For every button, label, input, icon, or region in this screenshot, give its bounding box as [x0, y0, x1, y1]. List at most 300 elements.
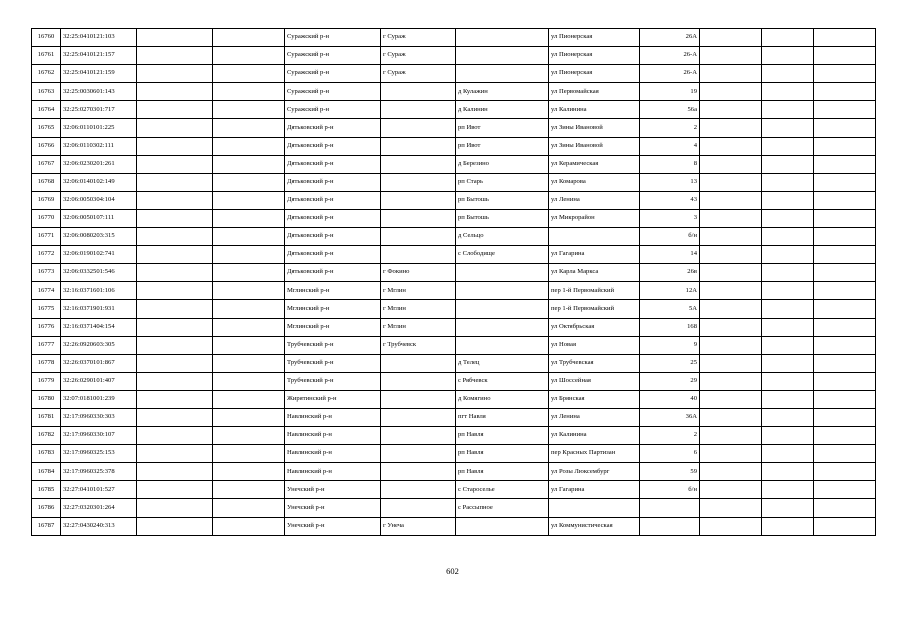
empty-cell [213, 47, 285, 65]
street-cell: ул Гагарина [549, 481, 640, 499]
table-row [32, 499, 876, 517]
empty-cell [137, 300, 213, 318]
city-cell [381, 427, 456, 445]
street-cell: ул Карла Маркса [549, 264, 640, 282]
cadastral-number-cell: 32:26:0920603:305 [61, 336, 137, 354]
district-cell: Навлинский р-н [285, 427, 381, 445]
empty-cell [762, 101, 814, 119]
empty-cell [700, 47, 762, 65]
settlement-cell: рп Ивот [456, 137, 549, 155]
table-row [32, 29, 876, 47]
house-number-cell: 19 [640, 83, 700, 101]
record-number-cell: 16777 [32, 336, 61, 354]
empty-cell [762, 390, 814, 408]
table-row [32, 445, 876, 463]
empty-cell [213, 408, 285, 426]
district-cell: Суражский р-н [285, 47, 381, 65]
table-row [32, 191, 876, 209]
record-number-cell: 16782 [32, 427, 61, 445]
house-number-cell: б/н [640, 228, 700, 246]
city-cell [381, 499, 456, 517]
empty-cell [137, 427, 213, 445]
table-row [32, 228, 876, 246]
district-cell: Дятьковский р-н [285, 137, 381, 155]
empty-cell [700, 83, 762, 101]
table-row [32, 481, 876, 499]
settlement-cell [456, 282, 549, 300]
city-cell: г Трубчевск [381, 336, 456, 354]
empty-cell [700, 318, 762, 336]
city-cell [381, 191, 456, 209]
cadastral-number-cell: 32:17:0960330:303 [61, 408, 137, 426]
empty-cell [700, 445, 762, 463]
house-number-cell: б/н [640, 481, 700, 499]
table-row [32, 463, 876, 481]
house-number-cell: 2 [640, 119, 700, 137]
house-number-cell [640, 517, 700, 535]
table-row [32, 65, 876, 83]
house-number-cell: 8 [640, 155, 700, 173]
record-number-cell: 16765 [32, 119, 61, 137]
city-cell [381, 137, 456, 155]
street-cell: ул Коммунистическая [549, 517, 640, 535]
empty-cell [213, 517, 285, 535]
empty-cell [137, 390, 213, 408]
street-cell: ул Калинина [549, 101, 640, 119]
record-number-cell: 16773 [32, 264, 61, 282]
cadastral-number-cell: 32:06:0140102:149 [61, 173, 137, 191]
empty-cell [137, 209, 213, 227]
empty-cell [814, 83, 876, 101]
cadastral-number-cell: 32:06:0080203:315 [61, 228, 137, 246]
empty-cell [700, 29, 762, 47]
empty-cell [762, 264, 814, 282]
empty-cell [137, 155, 213, 173]
record-number-cell: 16779 [32, 372, 61, 390]
empty-cell [213, 318, 285, 336]
empty-cell [762, 445, 814, 463]
empty-cell [700, 517, 762, 535]
empty-cell [137, 481, 213, 499]
table-row [32, 427, 876, 445]
record-number-cell: 16775 [32, 300, 61, 318]
cadastral-number-cell: 32:16:0371601:106 [61, 282, 137, 300]
empty-cell [814, 336, 876, 354]
city-cell [381, 481, 456, 499]
empty-cell [762, 65, 814, 83]
district-cell: Дятьковский р-н [285, 246, 381, 264]
table-row [32, 47, 876, 65]
empty-cell [814, 463, 876, 481]
city-cell [381, 463, 456, 481]
district-cell: Унечский р-н [285, 499, 381, 517]
district-cell: Трубчевский р-н [285, 372, 381, 390]
house-number-cell: 36А [640, 408, 700, 426]
city-cell [381, 408, 456, 426]
empty-cell [213, 246, 285, 264]
empty-cell [762, 191, 814, 209]
house-number-cell: 26-А [640, 65, 700, 83]
table-row [32, 83, 876, 101]
record-number-cell: 16780 [32, 390, 61, 408]
street-cell: ул Брянская [549, 390, 640, 408]
cadastral-number-cell: 32:06:0110101:225 [61, 119, 137, 137]
empty-cell [137, 282, 213, 300]
settlement-cell: д Березино [456, 155, 549, 173]
empty-cell [137, 354, 213, 372]
empty-cell [814, 101, 876, 119]
table-row [32, 517, 876, 535]
empty-cell [700, 372, 762, 390]
cadastral-number-cell: 32:27:0430240:313 [61, 517, 137, 535]
cadastral-number-cell: 32:06:0050304:104 [61, 191, 137, 209]
cadastral-number-cell: 32:26:0290101:407 [61, 372, 137, 390]
record-number-cell: 16781 [32, 408, 61, 426]
empty-cell [814, 445, 876, 463]
house-number-cell: 2 [640, 427, 700, 445]
empty-cell [700, 191, 762, 209]
street-cell: ул Калинина [549, 427, 640, 445]
district-cell: Дятьковский р-н [285, 228, 381, 246]
city-cell: г Унеча [381, 517, 456, 535]
city-cell: г Мглин [381, 318, 456, 336]
district-cell: Суражский р-н [285, 83, 381, 101]
empty-cell [137, 173, 213, 191]
settlement-cell: с Слободище [456, 246, 549, 264]
empty-cell [700, 155, 762, 173]
empty-cell [762, 246, 814, 264]
city-cell [381, 372, 456, 390]
street-cell: ул Зины Ивановой [549, 137, 640, 155]
settlement-cell [456, 300, 549, 318]
street-cell: ул Трубчевская [549, 354, 640, 372]
street-cell [549, 499, 640, 517]
cadastral-number-cell: 32:16:0371901:931 [61, 300, 137, 318]
empty-cell [700, 101, 762, 119]
street-cell: ул Новая [549, 336, 640, 354]
city-cell: г Сураж [381, 29, 456, 47]
empty-cell [137, 47, 213, 65]
empty-cell [700, 390, 762, 408]
street-cell: пер 1-й Первомайский [549, 282, 640, 300]
settlement-cell: рп Навля [456, 445, 549, 463]
district-cell: Мглинский р-н [285, 318, 381, 336]
district-cell: Навлинский р-н [285, 445, 381, 463]
district-cell: Трубчевский р-н [285, 354, 381, 372]
table-row [32, 282, 876, 300]
empty-cell [762, 29, 814, 47]
settlement-cell: д Телец [456, 354, 549, 372]
empty-cell [213, 445, 285, 463]
district-cell: Унечский р-н [285, 481, 381, 499]
district-cell: Дятьковский р-н [285, 264, 381, 282]
empty-cell [814, 191, 876, 209]
street-cell: пер 1-й Первомайский [549, 300, 640, 318]
empty-cell [814, 228, 876, 246]
city-cell [381, 354, 456, 372]
record-number-cell: 16767 [32, 155, 61, 173]
city-cell: г Сураж [381, 47, 456, 65]
empty-cell [700, 282, 762, 300]
empty-cell [213, 137, 285, 155]
city-cell [381, 155, 456, 173]
district-cell: Жирятинский р-н [285, 390, 381, 408]
cadastral-number-cell: 32:25:0410121:157 [61, 47, 137, 65]
empty-cell [137, 517, 213, 535]
house-number-cell: 43 [640, 191, 700, 209]
record-number-cell: 16772 [32, 246, 61, 264]
empty-cell [814, 390, 876, 408]
district-cell: Дятьковский р-н [285, 173, 381, 191]
empty-cell [762, 354, 814, 372]
empty-cell [814, 517, 876, 535]
settlement-cell: с Рябчевск [456, 372, 549, 390]
settlement-cell: д Кулажин [456, 83, 549, 101]
district-cell: Дятьковский р-н [285, 191, 381, 209]
street-cell: ул Ленина [549, 191, 640, 209]
empty-cell [700, 300, 762, 318]
empty-cell [213, 481, 285, 499]
house-number-cell: 4 [640, 137, 700, 155]
table-row [32, 209, 876, 227]
street-cell: ул Гагарина [549, 246, 640, 264]
empty-cell [213, 191, 285, 209]
cadastral-number-cell: 32:06:0190102:741 [61, 246, 137, 264]
cadastral-number-cell: 32:16:0371404:154 [61, 318, 137, 336]
empty-cell [762, 282, 814, 300]
empty-cell [762, 155, 814, 173]
empty-cell [700, 65, 762, 83]
record-number-cell: 16762 [32, 65, 61, 83]
district-cell: Мглинский р-н [285, 300, 381, 318]
district-cell: Дятьковский р-н [285, 119, 381, 137]
empty-cell [700, 481, 762, 499]
table-row [32, 264, 876, 282]
cadastral-number-cell: 32:06:0230201:261 [61, 155, 137, 173]
record-number-cell: 16768 [32, 173, 61, 191]
empty-cell [213, 83, 285, 101]
empty-cell [762, 336, 814, 354]
empty-cell [700, 246, 762, 264]
empty-cell [814, 408, 876, 426]
street-cell: ул Микрорайон [549, 209, 640, 227]
empty-cell [137, 408, 213, 426]
settlement-cell: рп Навля [456, 463, 549, 481]
city-cell [381, 228, 456, 246]
empty-cell [213, 29, 285, 47]
street-cell: ул Шоссейная [549, 372, 640, 390]
empty-cell [762, 463, 814, 481]
street-cell: пер Красных Партизан [549, 445, 640, 463]
record-number-cell: 16786 [32, 499, 61, 517]
empty-cell [137, 246, 213, 264]
city-cell [381, 390, 456, 408]
empty-cell [814, 282, 876, 300]
empty-cell [700, 427, 762, 445]
city-cell: г Мглин [381, 300, 456, 318]
city-cell [381, 209, 456, 227]
empty-cell [762, 517, 814, 535]
street-cell: ул Пионерская [549, 65, 640, 83]
registry-table [31, 28, 876, 536]
record-number-cell: 16783 [32, 445, 61, 463]
city-cell [381, 445, 456, 463]
cadastral-number-cell: 32:25:0270301:717 [61, 101, 137, 119]
record-number-cell: 16784 [32, 463, 61, 481]
record-number-cell: 16778 [32, 354, 61, 372]
table-row [32, 246, 876, 264]
district-cell: Суражский р-н [285, 65, 381, 83]
street-cell: ул Октябрьская [549, 318, 640, 336]
street-cell [549, 228, 640, 246]
empty-cell [814, 246, 876, 264]
empty-cell [213, 282, 285, 300]
settlement-cell: с Староселье [456, 481, 549, 499]
empty-cell [700, 228, 762, 246]
empty-cell [137, 463, 213, 481]
empty-cell [213, 173, 285, 191]
empty-cell [762, 83, 814, 101]
table-row [32, 119, 876, 137]
empty-cell [137, 264, 213, 282]
empty-cell [762, 209, 814, 227]
empty-cell [213, 336, 285, 354]
table-row [32, 300, 876, 318]
record-number-cell: 16764 [32, 101, 61, 119]
table-row [32, 155, 876, 173]
empty-cell [137, 191, 213, 209]
empty-cell [213, 65, 285, 83]
empty-cell [700, 499, 762, 517]
empty-cell [762, 47, 814, 65]
table-row [32, 390, 876, 408]
street-cell: ул Зины Ивановой [549, 119, 640, 137]
empty-cell [137, 101, 213, 119]
city-cell [381, 101, 456, 119]
record-number-cell: 16763 [32, 83, 61, 101]
city-cell: г Фокино [381, 264, 456, 282]
table-row [32, 173, 876, 191]
city-cell [381, 119, 456, 137]
empty-cell [762, 137, 814, 155]
street-cell: ул Комарова [549, 173, 640, 191]
street-cell: ул Керамическая [549, 155, 640, 173]
street-cell: ул Ленина [549, 408, 640, 426]
settlement-cell: рп Бытошь [456, 209, 549, 227]
street-cell: ул Пионерская [549, 29, 640, 47]
settlement-cell: д Сельцо [456, 228, 549, 246]
settlement-cell [456, 47, 549, 65]
empty-cell [814, 264, 876, 282]
house-number-cell: 5А [640, 300, 700, 318]
empty-cell [137, 445, 213, 463]
district-cell: Дятьковский р-н [285, 155, 381, 173]
city-cell [381, 246, 456, 264]
empty-cell [213, 155, 285, 173]
settlement-cell: с Рассыпное [456, 499, 549, 517]
record-number-cell: 16785 [32, 481, 61, 499]
house-number-cell: 12А [640, 282, 700, 300]
house-number-cell: 59 [640, 463, 700, 481]
empty-cell [814, 209, 876, 227]
cadastral-number-cell: 32:27:0410101:527 [61, 481, 137, 499]
settlement-cell: пгт Навля [456, 408, 549, 426]
record-number-cell: 16766 [32, 137, 61, 155]
empty-cell [814, 354, 876, 372]
house-number-cell: 40 [640, 390, 700, 408]
settlement-cell [456, 264, 549, 282]
house-number-cell: 13 [640, 173, 700, 191]
cadastral-number-cell: 32:25:0030601:143 [61, 83, 137, 101]
empty-cell [762, 300, 814, 318]
empty-cell [137, 372, 213, 390]
record-number-cell: 16771 [32, 228, 61, 246]
empty-cell [814, 481, 876, 499]
table-row [32, 336, 876, 354]
empty-cell [814, 47, 876, 65]
empty-cell [700, 264, 762, 282]
settlement-cell [456, 336, 549, 354]
table-row [32, 354, 876, 372]
empty-cell [814, 65, 876, 83]
cadastral-number-cell: 32:07:0181001:239 [61, 390, 137, 408]
empty-cell [700, 137, 762, 155]
settlement-cell: рп Ивот [456, 119, 549, 137]
table-row [32, 318, 876, 336]
empty-cell [213, 300, 285, 318]
house-number-cell: 56а [640, 101, 700, 119]
cadastral-number-cell: 32:26:0370101:867 [61, 354, 137, 372]
house-number-cell [640, 499, 700, 517]
street-cell: ул Розы Люксембург [549, 463, 640, 481]
empty-cell [213, 264, 285, 282]
empty-cell [137, 119, 213, 137]
settlement-cell [456, 29, 549, 47]
district-cell: Мглинский р-н [285, 282, 381, 300]
district-cell: Трубчевский р-н [285, 336, 381, 354]
empty-cell [814, 155, 876, 173]
empty-cell [700, 119, 762, 137]
cadastral-number-cell: 32:17:0960330:107 [61, 427, 137, 445]
record-number-cell: 16770 [32, 209, 61, 227]
empty-cell [700, 173, 762, 191]
empty-cell [137, 29, 213, 47]
record-number-cell: 16787 [32, 517, 61, 535]
empty-cell [814, 137, 876, 155]
empty-cell [700, 408, 762, 426]
table-row [32, 408, 876, 426]
page-number: 602 [446, 566, 459, 576]
settlement-cell: рп Навля [456, 427, 549, 445]
table-body [32, 29, 876, 536]
cadastral-number-cell: 32:17:0960325:153 [61, 445, 137, 463]
house-number-cell: 26в [640, 264, 700, 282]
settlement-cell: д Калинин [456, 101, 549, 119]
empty-cell [762, 372, 814, 390]
empty-cell [814, 119, 876, 137]
empty-cell [762, 427, 814, 445]
city-cell [381, 83, 456, 101]
empty-cell [814, 300, 876, 318]
settlement-cell [456, 65, 549, 83]
settlement-cell: д Комягино [456, 390, 549, 408]
empty-cell [137, 499, 213, 517]
settlement-cell [456, 318, 549, 336]
district-cell: Унечский р-н [285, 517, 381, 535]
empty-cell [213, 228, 285, 246]
empty-cell [213, 101, 285, 119]
empty-cell [213, 209, 285, 227]
